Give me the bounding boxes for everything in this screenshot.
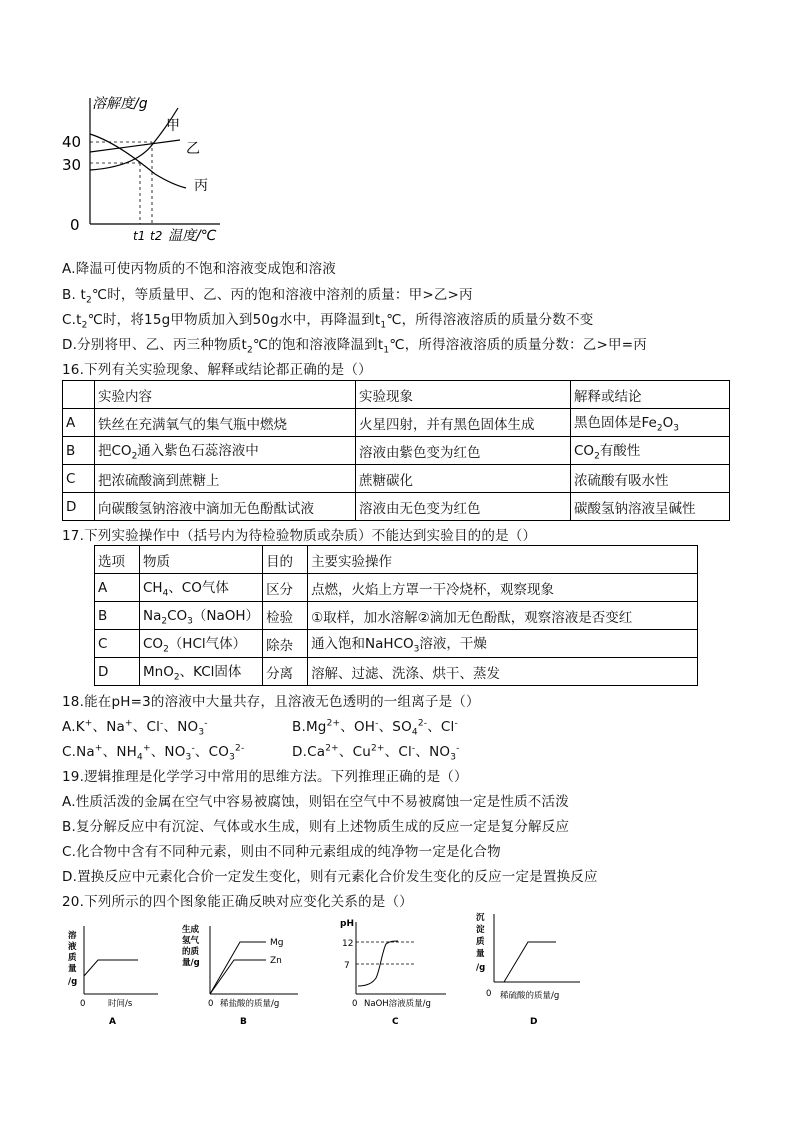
operation-cell: 溶解、过滤、洗涤、烘干、蒸发 bbox=[308, 658, 698, 686]
graph-b bbox=[180, 920, 310, 1032]
option-prefix: D. bbox=[292, 744, 308, 760]
row-label: D bbox=[95, 658, 140, 686]
ion: Cl- bbox=[440, 718, 458, 735]
q19-option-a: A.性质活泼的金属在空气中容易被腐蚀，则铝在空气中不易被腐蚀一定是性质不活泼 bbox=[62, 794, 569, 810]
ion: $NH_4^+$ bbox=[116, 743, 151, 763]
ion: $SO_4^{2-}$ bbox=[392, 718, 428, 738]
purpose-cell: 检验 bbox=[263, 602, 308, 630]
substance-cell: $CH_4$、CO气体 bbox=[140, 574, 263, 602]
y-tick-40: 40 bbox=[62, 133, 82, 151]
x-tick-t2: t2 bbox=[150, 229, 163, 243]
graph-a-line bbox=[84, 960, 138, 976]
q15-option-d: D.分别将甲、乙、丙三种物质$t_2℃$的饱和溶液降温到$t_1℃$，所得溶液溶质的质量分数：乙>甲=丙 bbox=[62, 337, 647, 356]
content-cell: 铁丝在充满氧气的集气瓶中燃烧 bbox=[95, 409, 356, 437]
graph-b-ylabel: 氢气 bbox=[182, 936, 200, 946]
ion: K+ bbox=[75, 718, 93, 735]
phenomenon-cell: 溶液由紫色变为红色 bbox=[356, 437, 571, 465]
table-row bbox=[95, 546, 698, 574]
graph-b-ylabel: 生成 bbox=[182, 925, 200, 935]
graph-a-ylabel: 质 bbox=[68, 953, 77, 963]
graph-c-curve bbox=[358, 941, 398, 986]
graph-b-mg-line bbox=[210, 942, 266, 994]
graph-c-ylabel: pH bbox=[340, 919, 354, 929]
graph-b-xlabel: 稀盐酸的质量/g bbox=[220, 999, 280, 1009]
q19-stem: 19.逻辑推理是化学学习中常用的思维方法。下列推理正确的是（） bbox=[62, 769, 468, 785]
graph-a-xlabel: 时间/s bbox=[108, 999, 133, 1009]
q19-option-c: C.化合物中含有不同种元素，则由不同种元素组成的纯净物一定是化合物 bbox=[62, 844, 501, 860]
graph-d-xlabel: 稀硫酸的质量/g bbox=[500, 991, 560, 1001]
x-tick-t1: t1 bbox=[133, 229, 146, 243]
header-cell: 实验内容 bbox=[95, 381, 356, 409]
table-row bbox=[63, 381, 730, 409]
ion: $NO_3^-$ bbox=[177, 718, 208, 738]
ion: Cl- bbox=[146, 718, 164, 735]
ion: Cl- bbox=[398, 743, 416, 760]
series-jia: 甲 bbox=[166, 118, 180, 134]
graph-d-line bbox=[504, 942, 556, 982]
graph-c-label: C bbox=[392, 1017, 399, 1027]
purpose-cell: 区分 bbox=[263, 574, 308, 602]
table-row bbox=[95, 658, 698, 686]
header-cell: 物质 bbox=[140, 546, 263, 574]
purpose-cell: 除杂 bbox=[263, 630, 308, 658]
ion: Na+ bbox=[106, 718, 133, 735]
graph-a-ylabel: 溶 bbox=[68, 931, 77, 941]
graph-a-origin: 0 bbox=[80, 999, 86, 1009]
conclusion-cell: 碳酸氢钠溶液呈碱性 bbox=[571, 493, 730, 521]
q16-table bbox=[62, 380, 730, 521]
option-prefix: C. bbox=[62, 744, 77, 760]
solubility-ylabel: 溶解度/g bbox=[92, 96, 148, 112]
graph-c-origin: 0 bbox=[352, 999, 358, 1009]
graph-a-label: A bbox=[109, 1017, 116, 1027]
ion: $CO_3^{2-}$ bbox=[208, 743, 245, 763]
phenomenon-cell: 蔗糖碳化 bbox=[356, 465, 571, 493]
ion: $Mg^{2+}$ bbox=[305, 718, 341, 735]
table-row bbox=[95, 574, 698, 602]
header-cell: 解释或结论 bbox=[571, 381, 730, 409]
q17-stem: 17.下列实验操作中（括号内为待检验物质或杂质）不能达到实验目的的是（） bbox=[62, 528, 537, 544]
row-label: B bbox=[95, 602, 140, 630]
ion: Na+ bbox=[76, 743, 103, 760]
q16-stem: 16.下列有关实验现象、解释或结论都正确的是（） bbox=[62, 362, 372, 378]
row-label: A bbox=[95, 574, 140, 602]
q18-option-a: A.K+、Na+、Cl-、$NO_3^-$ bbox=[62, 718, 208, 738]
graph-b-ylabel: 量/g bbox=[182, 958, 200, 968]
graph-c-ytick-7: 7 bbox=[344, 961, 350, 971]
graph-b-series-zn: Zn bbox=[270, 956, 282, 966]
header-cell: 目的 bbox=[263, 546, 308, 574]
ion: $Ca^{2+}$ bbox=[307, 743, 339, 760]
q15-option-a: A.降温可使丙物质的不饱和溶液变成饱和溶液 bbox=[62, 261, 336, 277]
option-prefix: B. bbox=[292, 719, 306, 735]
solubility-chart bbox=[60, 90, 240, 245]
substance-cell: $CO_2(HCl$气体） bbox=[140, 630, 263, 658]
q19-option-b: B.复分解反应中有沉淀、气体或水生成，则有上述物质生成的反应一定是复分解反应 bbox=[62, 819, 570, 835]
table-row bbox=[63, 409, 730, 437]
graph-c bbox=[336, 912, 456, 1032]
q18-option-c: C.Na+、$NH_4^+$、$NO_3^-$、$CO_3^{2-}$ bbox=[62, 743, 245, 763]
graph-d-origin: 0 bbox=[486, 989, 492, 999]
q20-stem: 20.下列所示的四个图象能正确反映对应变化关系的是（） bbox=[62, 894, 413, 910]
content-cell: 把浓硫酸滴到蔗糖上 bbox=[95, 465, 356, 493]
conclusion-cell: 浓硫酸有吸水性 bbox=[571, 465, 730, 493]
series-bing: 丙 bbox=[194, 178, 208, 194]
conclusion-cell: $CO_2$有酸性 bbox=[571, 437, 730, 465]
q15-option-c: $C.t_2℃$时，将15g甲物质加入到50g水中，再降温到$t_1℃$，所得溶液溶质的质量分数不变 bbox=[62, 312, 594, 331]
series-yi: 乙 bbox=[186, 141, 200, 157]
phenomenon-cell: 火星四射，并有黑色固体生成 bbox=[356, 409, 571, 437]
graph-b-zn-line bbox=[210, 960, 266, 994]
row-label: C bbox=[63, 465, 95, 493]
q18-option-d: $D.Ca^{2+}$、$Cu^{2+}$、Cl-、$NO_3^-$ bbox=[292, 743, 460, 763]
graph-d-ylabel: 质 bbox=[476, 937, 485, 947]
operation-cell: ①取样，加水溶解②滴加无色酚酞，观察溶液是否变红 bbox=[308, 602, 698, 630]
graph-a bbox=[66, 920, 166, 1032]
graph-b-label: B bbox=[240, 1017, 247, 1027]
option-prefix: A. bbox=[62, 719, 76, 735]
q19-option-d: D.置换反应中元素化合价一定发生变化，则有元素化合价发生变化的反应一定是置换反应 bbox=[62, 869, 598, 885]
q15-option-b: B. $t_2℃$时，等质量甲、乙、丙的饱和溶液中溶剂的质量：甲>乙>丙 bbox=[62, 287, 473, 306]
content-cell: 向碳酸氢钠溶液中滴加无色酚酞试液 bbox=[95, 493, 356, 521]
q18-stem: 18.能在pH=3的溶液中大量共存，且溶液无色透明的一组离子是（） bbox=[62, 694, 480, 710]
substance-cell: MnO$_2$、KCl固体 bbox=[140, 658, 263, 686]
header-cell: 主要实验操作 bbox=[308, 546, 698, 574]
ion: $NO_3^-$ bbox=[164, 743, 195, 763]
q17-table bbox=[94, 545, 698, 686]
row-label: D bbox=[63, 493, 95, 521]
table-row bbox=[63, 437, 730, 465]
q18-option-b: $B.Mg^{2+}$、OH-、$SO_4^{2-}$、Cl- bbox=[292, 718, 458, 738]
content-cell: 把$CO_2$通入紫色石蕊溶液中 bbox=[95, 437, 356, 465]
graph-a-ylabel: 量 bbox=[68, 964, 77, 974]
substance-cell: $Na_2CO_3(NaOH)$ bbox=[140, 602, 263, 630]
table-row bbox=[95, 630, 698, 658]
graph-b-series-mg: Mg bbox=[270, 938, 284, 948]
graph-a-ylabel: 液 bbox=[68, 942, 77, 952]
graph-d bbox=[470, 908, 590, 1032]
conclusion-cell: 黑色固体是$Fe_2O_3$ bbox=[571, 409, 730, 437]
operation-cell: 点燃，火焰上方罩一干冷烧杯，观察现象 bbox=[308, 574, 698, 602]
solubility-xlabel: 温度/℃ bbox=[168, 228, 217, 244]
graph-c-ytick-12: 12 bbox=[342, 939, 354, 949]
header-cell: 实验现象 bbox=[356, 381, 571, 409]
row-label: B bbox=[63, 437, 95, 465]
table-row bbox=[95, 602, 698, 630]
purpose-cell: 分离 bbox=[263, 658, 308, 686]
graph-d-ylabel: /g bbox=[476, 963, 486, 973]
graph-d-ylabel: 沉 bbox=[476, 913, 485, 923]
header-cell: 选项 bbox=[95, 546, 140, 574]
graph-d-ylabel: 淀 bbox=[476, 925, 485, 935]
row-label: A bbox=[63, 409, 95, 437]
y-tick-30: 30 bbox=[62, 156, 82, 174]
table-row bbox=[63, 465, 730, 493]
y-tick-0: 0 bbox=[70, 216, 80, 234]
ion: OH- bbox=[353, 718, 379, 735]
graph-d-label: D bbox=[530, 1017, 538, 1027]
ion: $Cu^{2+}$ bbox=[352, 743, 385, 760]
graph-c-xlabel: NaOH溶液质量/g bbox=[364, 999, 431, 1009]
graph-a-ylabel: /g bbox=[68, 977, 78, 987]
graph-b-ylabel: 的质 bbox=[182, 947, 200, 957]
graph-b-origin: 0 bbox=[208, 999, 214, 1009]
header-cell bbox=[63, 381, 95, 409]
phenomenon-cell: 溶液由无色变为红色 bbox=[356, 493, 571, 521]
ion: $NO_3^-$ bbox=[429, 743, 460, 763]
operation-cell: 通入饱和NaHCO$_3$溶液，干燥 bbox=[308, 630, 698, 658]
table-row bbox=[63, 493, 730, 521]
graph-d-ylabel: 量 bbox=[476, 949, 485, 959]
row-label: C bbox=[95, 630, 140, 658]
